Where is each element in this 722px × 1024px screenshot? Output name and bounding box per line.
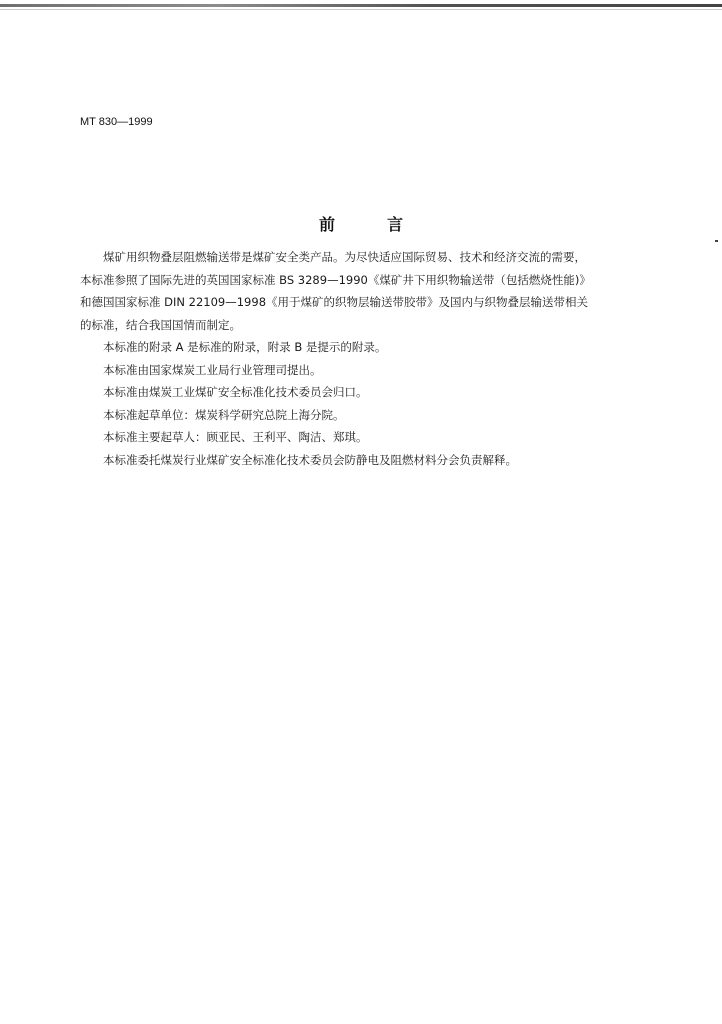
title-char-1: 前 [318,215,335,234]
foreword-body [80,246,640,471]
statement-proposed-by: 本标准由国家煤炭工业局行业管理司提出。 [103,362,322,377]
paragraph-1-line-4: 的标准，结合我国国情而制定。 [80,317,241,332]
paragraph-1-line-1: 煤矿用织物叠层阻燃输送带是煤矿安全类产品。为尽快适应国际贸易、技术和经济交流的需要， [103,250,586,264]
paragraph-1-line-2: 本标准参照了国际先进的英国国家标准 BS 3289—1990《煤矿井下用织物输送带（包括燃烧性能)》 [80,272,591,287]
standard-code: MT 830—1999 [80,116,153,128]
statement-appendix: 本标准的附录 A 是标准的附录，附录 B 是提示的附录。 [103,340,387,354]
statement-drafters: 本标准主要起草人：顾亚民、王利平、陶洁、郑琪。 [103,430,368,444]
scan-edge-mark [715,240,718,242]
statement-drafting-unit: 本标准起草单位：煤炭科学研究总院上海分院。 [103,407,345,422]
top-border-line [0,4,722,7]
paragraph-1-line-3: 和德国国家标准 DIN 22109—1998《用于煤矿的织物层输送带胶带》及国内与织物叠层输送带相关 [80,295,589,309]
title-char-2: 言 [387,215,404,234]
top-border-shadow [0,9,722,10]
page-title [0,212,722,235]
statement-centralized-by: 本标准由煤炭工业煤矿安全标准化技术委员会归口。 [103,385,368,399]
statement-interpretation: 本标准委托煤炭行业煤矿安全标准化技术委员会防静电及阻燃材料分会负责解释。 [103,452,517,467]
